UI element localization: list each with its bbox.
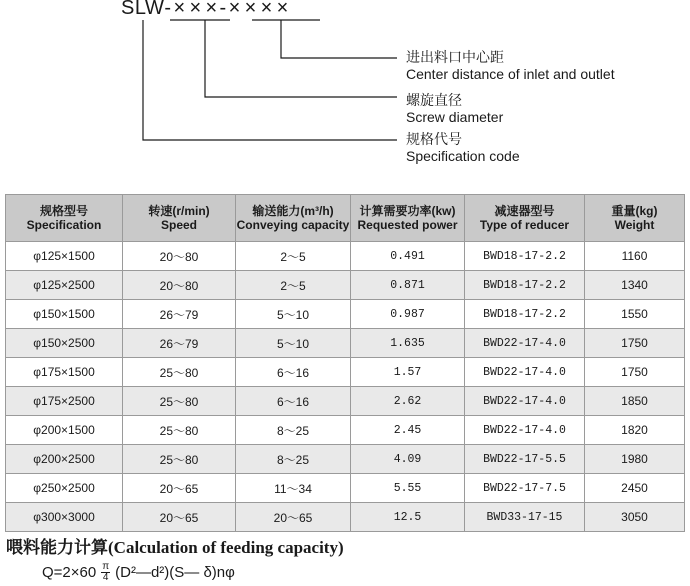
table-cell: 2～5	[236, 242, 351, 271]
header-en: Specification	[26, 218, 102, 232]
header-reducer	[465, 195, 585, 242]
model-placeholder: ×	[276, 0, 289, 19]
table-header-row	[6, 195, 685, 242]
header-en: Conveying capacity	[236, 218, 350, 232]
table-cell: 1160	[585, 242, 685, 271]
table-cell: 1850	[585, 387, 685, 416]
table-cell: BWD18-17-2.2	[465, 271, 585, 300]
table-cell: 1550	[585, 300, 685, 329]
table-cell: φ125×2500	[6, 271, 123, 300]
desc-screw-diameter	[406, 92, 503, 126]
formula-fraction	[101, 562, 110, 583]
header-zh: 输送能力(m³/h)	[252, 204, 334, 218]
model-code-diagram	[0, 0, 690, 175]
table-cell: 4.09	[351, 445, 465, 474]
table-cell: φ150×2500	[6, 329, 123, 358]
table-cell: φ150×1500	[6, 300, 123, 329]
table-cell: 5～10	[236, 329, 351, 358]
table-cell: 0.491	[351, 242, 465, 271]
table-cell: 1.635	[351, 329, 465, 358]
table-cell: φ250×2500	[6, 474, 123, 503]
table-cell: 0.987	[351, 300, 465, 329]
table-row	[6, 358, 685, 387]
header-zh: 转速(r/min)	[148, 204, 210, 218]
table-cell: BWD22-17-4.0	[465, 387, 585, 416]
table-cell: 2～5	[236, 271, 351, 300]
desc-en: Screw diameter	[406, 109, 504, 125]
leader-lines	[0, 0, 690, 175]
header-en: Requested power	[357, 218, 458, 232]
header-capacity	[236, 195, 351, 242]
spec-table	[5, 194, 685, 532]
table-cell: BWD22-17-5.5	[465, 445, 585, 474]
table-cell: 25～80	[123, 358, 236, 387]
table-row	[6, 445, 685, 474]
table-row	[6, 503, 685, 532]
model-placeholder: ×	[244, 0, 257, 19]
table-cell: 5～10	[236, 300, 351, 329]
model-separator: -	[164, 0, 172, 19]
feeding-capacity-formula	[42, 562, 235, 583]
table-cell: BWD22-17-4.0	[465, 358, 585, 387]
table-cell: 20～80	[123, 242, 236, 271]
table-cell: 20～65	[123, 503, 236, 532]
table-row	[6, 474, 685, 503]
header-speed	[123, 195, 236, 242]
table-cell: 26～79	[123, 329, 236, 358]
desc-zh: 进出料口中心距	[406, 49, 504, 65]
table-cell: BWD33-17-15	[465, 503, 585, 532]
header-specification	[6, 195, 123, 242]
table-row	[6, 300, 685, 329]
table-row	[6, 387, 685, 416]
table-cell: φ175×1500	[6, 358, 123, 387]
fraction-numerator: π	[102, 561, 110, 572]
header-power	[351, 195, 465, 242]
table-body	[6, 242, 685, 532]
table-cell: 25～80	[123, 387, 236, 416]
table-cell: φ125×1500	[6, 242, 123, 271]
table-cell: 6～16	[236, 358, 351, 387]
header-zh: 计算需要功率(kw)	[359, 204, 456, 218]
table-row	[6, 242, 685, 271]
table-cell: 20～80	[123, 271, 236, 300]
desc-zh: 螺旋直径	[406, 92, 462, 108]
table-cell: φ200×2500	[6, 445, 123, 474]
desc-en: Center distance of inlet and outlet	[406, 66, 615, 82]
desc-spec-code	[406, 131, 520, 165]
header-weight	[585, 195, 685, 242]
header-en: Weight	[614, 218, 655, 232]
table-cell: 1750	[585, 329, 685, 358]
model-placeholder: ×	[173, 0, 186, 19]
model-separator: -	[219, 0, 227, 19]
table-cell: BWD22-17-4.0	[465, 416, 585, 445]
header-zh: 重量(kg)	[611, 204, 658, 218]
table-cell: 1820	[585, 416, 685, 445]
model-prefix: SLW	[121, 0, 165, 19]
table-row	[6, 416, 685, 445]
table-cell: 0.871	[351, 271, 465, 300]
calculation-title: 喂料能力计算(Calculation of feeding capacity)	[6, 538, 344, 557]
table-cell: 8～25	[236, 445, 351, 474]
table-row	[6, 271, 685, 300]
table-cell: BWD22-17-4.0	[465, 329, 585, 358]
table-cell: BWD18-17-2.2	[465, 300, 585, 329]
model-placeholder: ×	[228, 0, 241, 19]
formula-right: (D²—d²)(S— δ)nφ	[115, 564, 235, 581]
table-cell: 1750	[585, 358, 685, 387]
desc-zh: 规格代号	[406, 131, 462, 147]
table-cell: φ300×3000	[6, 503, 123, 532]
table-cell: 1980	[585, 445, 685, 474]
table-cell: 12.5	[351, 503, 465, 532]
table-cell: 11～34	[236, 474, 351, 503]
header-en: Type of reducer	[479, 218, 570, 232]
header-zh: 规格型号	[39, 204, 88, 218]
table-cell: 2.45	[351, 416, 465, 445]
table-cell: 8～25	[236, 416, 351, 445]
table-cell: BWD18-17-2.2	[465, 242, 585, 271]
table-cell: 2450	[585, 474, 685, 503]
model-placeholder: ×	[189, 0, 202, 19]
header-en: Speed	[160, 218, 197, 232]
table-cell: BWD22-17-7.5	[465, 474, 585, 503]
formula-left: Q=2×60	[42, 564, 97, 581]
header-zh: 减速器型号	[494, 204, 555, 218]
table-cell: 25～80	[123, 416, 236, 445]
table-cell: 1.57	[351, 358, 465, 387]
model-placeholder: ×	[205, 0, 218, 19]
table-cell: φ175×2500	[6, 387, 123, 416]
table-cell: 20～65	[123, 474, 236, 503]
fraction-denominator: 4	[102, 572, 109, 583]
table-cell: 6～16	[236, 387, 351, 416]
desc-center-distance	[406, 49, 615, 83]
table-cell: 1340	[585, 271, 685, 300]
table-cell: 26～79	[123, 300, 236, 329]
table-cell: 5.55	[351, 474, 465, 503]
table-cell: 25～80	[123, 445, 236, 474]
desc-en: Specification code	[406, 148, 520, 164]
table-row	[6, 329, 685, 358]
table-cell: φ200×1500	[6, 416, 123, 445]
model-placeholder: ×	[260, 0, 273, 19]
table-cell: 2.62	[351, 387, 465, 416]
table-cell: 3050	[585, 503, 685, 532]
table-cell: 20～65	[236, 503, 351, 532]
